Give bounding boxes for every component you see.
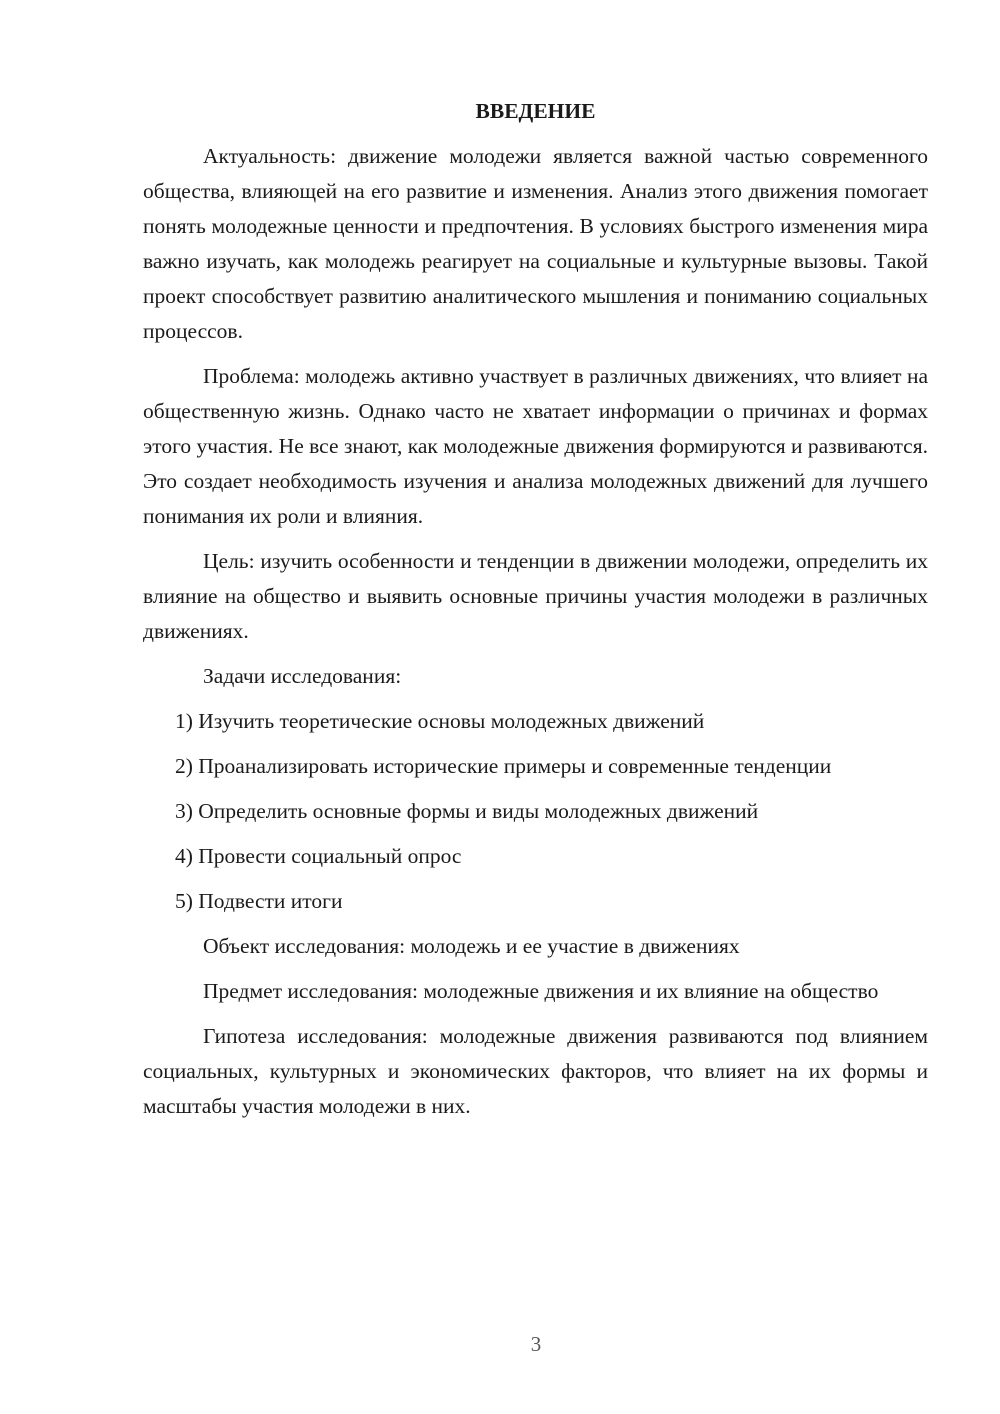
paragraph-object: Объект исследования: молодежь и ее участие в движениях xyxy=(203,934,740,958)
paragraph-hypothesis: Гипотеза исследования: молодежные движения развиваются под влиянием социальных, культурных и экономических факторов, что влияет на их формы и масштабы участия молодежи в них. xyxy=(143,1024,928,1118)
tasks-heading: Задачи исследования: xyxy=(203,664,402,688)
paragraph-goal: Цель: изучить особенности и тенденции в движении молодежи, определить их влияние на общество и выявить основные причины участия молодежи в различных движениях. xyxy=(143,549,928,643)
page-number: 3 xyxy=(530,1332,542,1356)
task-item-2: 2) Проанализировать исторические примеры и современные тенденции xyxy=(175,754,832,778)
page-title: ВВЕДЕНИЕ xyxy=(475,99,596,123)
paragraph-relevance: Актуальность: движение молодежи является важной частью современного общества, влияющей на его развитие и изменения. Анализ этого движения помогает понять молодежные ценности и предпочтения. В условиях быстрого изменения мира важно изучать, как молодежь реагирует на социальные и культурные вызовы. Такой проект способствует развитию аналитического мышления и пониманию социальных процессов. xyxy=(143,144,928,343)
paragraph-problem: Проблема: молодежь активно участвует в различных движениях, что влияет на общественную жизнь. Однако часто не хватает информации о причинах и формах этого участия. Не все знают, как молодежные движения формируются и развиваются. Это создает необходимость изучения и анализа молодежных движений для лучшего понимания их роли и влияния. xyxy=(143,364,928,528)
task-item-5: 5) Подвести итоги xyxy=(175,889,343,913)
task-item-4: 4) Провести социальный опрос xyxy=(175,844,462,868)
paragraph-subject: Предмет исследования: молодежные движения и их влияние на общество xyxy=(203,979,879,1003)
task-item-3: 3) Определить основные формы и виды молодежных движений xyxy=(175,799,759,823)
document-body xyxy=(143,94,928,1134)
task-item-1: 1) Изучить теоретические основы молодежных движений xyxy=(175,709,705,733)
